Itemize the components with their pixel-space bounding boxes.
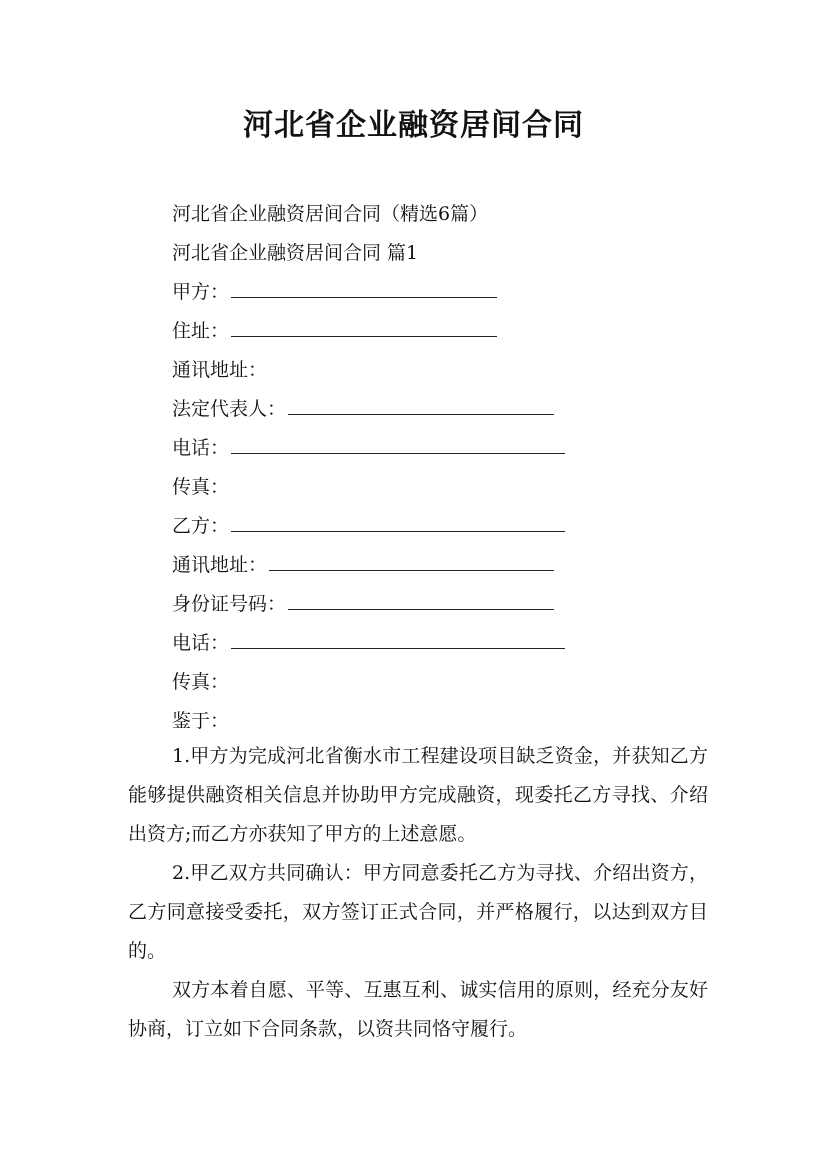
document-title: 河北省企业融资居间合同: [243, 108, 584, 143]
paragraph-1: 1.甲方为完成河北省衡水市工程建设项目缺乏资金，并获知乙方能够提供融资相关信息并协助甲方完成融资，现委托乙方寻找、介绍出资方;而乙方亦获知了甲方的上述意愿。: [128, 745, 708, 845]
blank-line: [288, 400, 554, 415]
field-label: 住址：: [172, 320, 230, 342]
blank-line: [231, 283, 497, 298]
blank-line: [269, 556, 554, 571]
blank-line: [231, 517, 565, 532]
field-label: 通讯地址：: [172, 359, 268, 381]
field-label: 通讯地址：: [172, 554, 268, 576]
blank-line: [288, 595, 554, 610]
field-label: 电话：: [172, 632, 230, 654]
blank-line: [231, 634, 565, 649]
field-label: 电话：: [172, 437, 230, 459]
party-a-field: [172, 277, 497, 304]
section-heading: 河北省企业融资居间合同 篇1: [172, 242, 419, 264]
document-subtitle: 河北省企业融资居间合同（精选6篇）: [172, 203, 489, 225]
id-number-field: [172, 589, 554, 616]
field-label: 传真：: [172, 671, 230, 693]
phone-field: [172, 433, 565, 460]
fax-field: [172, 472, 229, 499]
party-b-contact-address-field: [172, 550, 554, 577]
blank-line: [231, 439, 565, 454]
contact-address-field: [172, 355, 267, 382]
party-b-fax-field: [172, 667, 229, 694]
legal-representative-field: [172, 394, 554, 421]
field-label: 乙方：: [172, 515, 230, 537]
field-label: 身份证号码：: [172, 593, 287, 615]
field-label: 法定代表人：: [172, 398, 287, 420]
field-label: 鉴于：: [172, 710, 230, 732]
party-b-phone-field: [172, 628, 565, 655]
field-label: 传真：: [172, 476, 230, 498]
address-field: [172, 316, 497, 343]
blank-line: [231, 322, 497, 337]
party-b-field: [172, 511, 565, 538]
field-label: 甲方：: [172, 281, 230, 303]
paragraph-2: 2.甲乙双方共同确认：甲方同意委托乙方为寻找、介绍出资方，乙方同意接受委托，双方签订正式合同，并严格履行，以达到双方目的。: [128, 862, 708, 962]
whereas-heading: [172, 706, 229, 733]
paragraph-3: 双方本着自愿、平等、互惠互利、诚实信用的原则，经充分友好协商，订立如下合同条款，以资共同恪守履行。: [128, 979, 708, 1040]
